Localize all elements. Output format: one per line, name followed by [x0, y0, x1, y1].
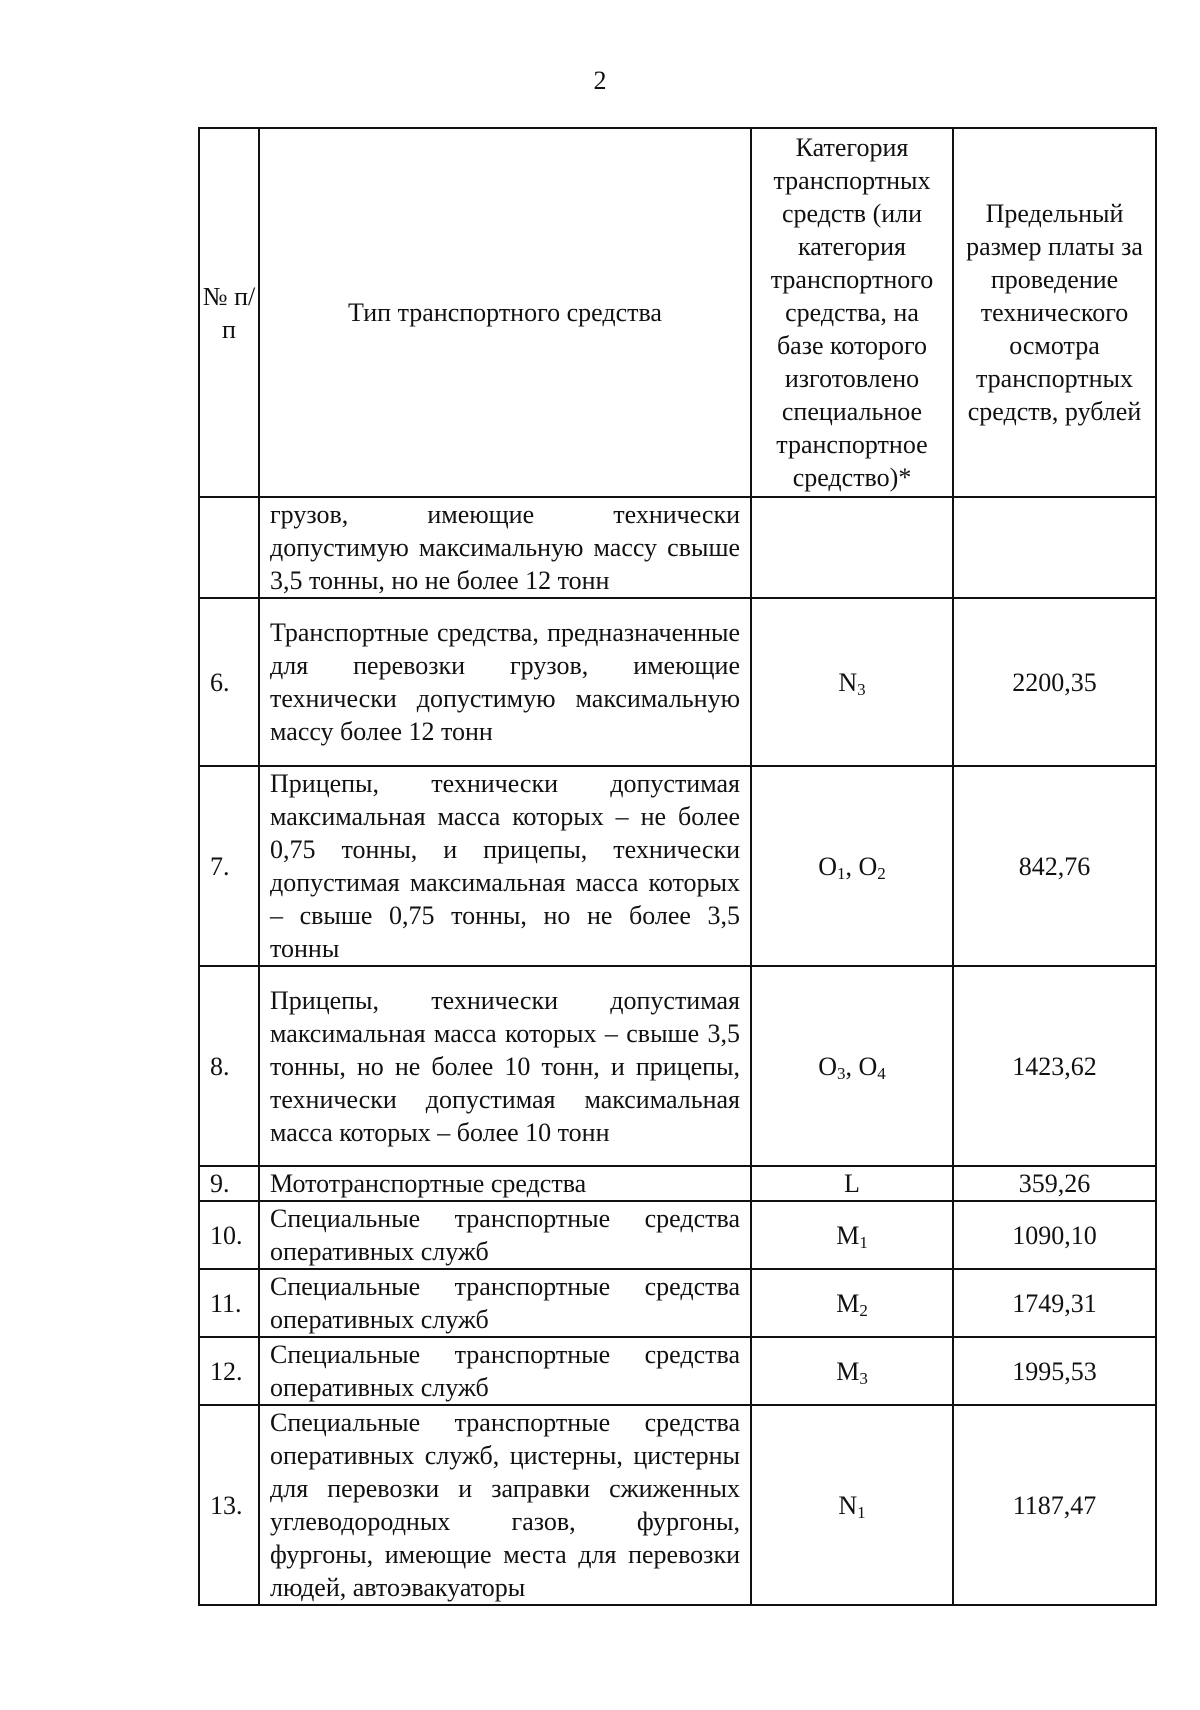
table-row — [199, 1269, 1156, 1337]
max-fee: 359,26 — [953, 1166, 1156, 1201]
max-fee: 1187,47 — [953, 1405, 1156, 1605]
row-number: 11. — [199, 1269, 259, 1337]
header-vehicle-category: Категория транспортных средств (или категория транспортного средства, на базе которого изготовлено специальное транспортное средство)* — [751, 128, 953, 497]
row-number: 9. — [199, 1166, 259, 1201]
vehicle-category — [751, 598, 953, 766]
category-letter-2: , O — [845, 1051, 878, 1081]
row-number: 7. — [199, 766, 259, 966]
table-row — [199, 1201, 1156, 1269]
header-vehicle-type: Тип транспортного средства — [259, 128, 751, 497]
category-letter: O — [818, 851, 837, 881]
table-row — [199, 966, 1156, 1166]
category-index: 3 — [837, 1063, 846, 1083]
max-fee: 1749,31 — [953, 1269, 1156, 1337]
vehicle-category — [751, 1405, 953, 1605]
category-letter-2: , O — [845, 851, 878, 881]
vehicle-category — [751, 1269, 953, 1337]
vehicle-category — [751, 497, 953, 598]
category-index: 3 — [859, 1368, 868, 1388]
category-letter: M — [836, 1356, 860, 1386]
max-fee: 1423,62 — [953, 966, 1156, 1166]
vehicle-category — [751, 1201, 953, 1269]
table-row — [199, 1337, 1156, 1405]
category-letter: N — [838, 1490, 858, 1520]
max-fee: 1090,10 — [953, 1201, 1156, 1269]
vehicle-category — [751, 766, 953, 966]
row-number — [199, 497, 259, 598]
vehicle-type: Специальные транспортные средства оперативных служб — [259, 1337, 751, 1405]
max-fee: 1995,53 — [953, 1337, 1156, 1405]
table-row — [199, 1405, 1156, 1605]
max-fee: 842,76 — [953, 766, 1156, 966]
category-letter: L — [844, 1169, 860, 1198]
page-number: 2 — [593, 66, 607, 95]
vehicle-type: Специальные транспортные средства оперативных служб — [259, 1269, 751, 1337]
category-letter: M — [836, 1288, 860, 1318]
category-letter: O — [818, 1051, 837, 1081]
vehicle-category — [751, 1337, 953, 1405]
category-index-2: 4 — [877, 1063, 886, 1083]
row-number: 13. — [199, 1405, 259, 1605]
row-number: 10. — [199, 1201, 259, 1269]
inspection-fee-table — [198, 127, 1157, 1606]
category-letter: M — [836, 1220, 860, 1250]
category-index: 2 — [859, 1300, 868, 1320]
vehicle-category — [751, 966, 953, 1166]
vehicle-type: грузов, имеющие технически допустимую максимальную массу свыше 3,5 тонны, но не более 12 тонн — [259, 497, 751, 598]
vehicle-type: Специальные транспортные средства оперативных служб — [259, 1201, 751, 1269]
vehicle-type: Специальные транспортные средства оперативных служб, цистерны, цистерны для перевозки и заправки сжиженных углеводородных газов, фургоны, фургоны, имеющие места для перевозки людей, автоэвакуаторы — [259, 1405, 751, 1605]
row-number: 8. — [199, 966, 259, 1166]
vehicle-category — [751, 1166, 953, 1201]
row-number: 6. — [199, 598, 259, 766]
vehicle-type: Мототранспортные средства — [259, 1166, 751, 1201]
vehicle-type: Прицепы, технически допустимая максимальная масса которых – не более 0,75 тонны, и прицепы, технически допустимая максимальная масса которых – свыше 0,75 тонны, но не более 3,5 тонны — [259, 766, 751, 966]
header-max-fee: Предельный размер платы за проведение технического осмотра транспортных средств, рублей — [953, 128, 1156, 497]
max-fee — [953, 497, 1156, 598]
table-row — [199, 497, 1156, 598]
category-index-2: 2 — [877, 863, 886, 883]
table-row — [199, 1166, 1156, 1201]
vehicle-type: Транспортные средства, предназначенные для перевозки грузов, имеющие технически допустимую максимальную массу более 12 тонн — [259, 598, 751, 766]
category-letter: N — [838, 667, 858, 697]
table-header-row — [199, 128, 1156, 497]
table-row — [199, 766, 1156, 966]
table-row — [199, 598, 1156, 766]
header-row-number: № п/п — [199, 128, 259, 497]
category-index: 1 — [859, 1232, 868, 1252]
category-index: 3 — [857, 679, 866, 699]
max-fee: 2200,35 — [953, 598, 1156, 766]
category-index: 1 — [857, 1502, 866, 1522]
vehicle-type: Прицепы, технически допустимая максимальная масса которых – свыше 3,5 тонны, но не более 10 тонн, и прицепы, технически допустимая максимальная масса которых – более 10 тонн — [259, 966, 751, 1166]
category-index: 1 — [837, 863, 846, 883]
row-number: 12. — [199, 1337, 259, 1405]
